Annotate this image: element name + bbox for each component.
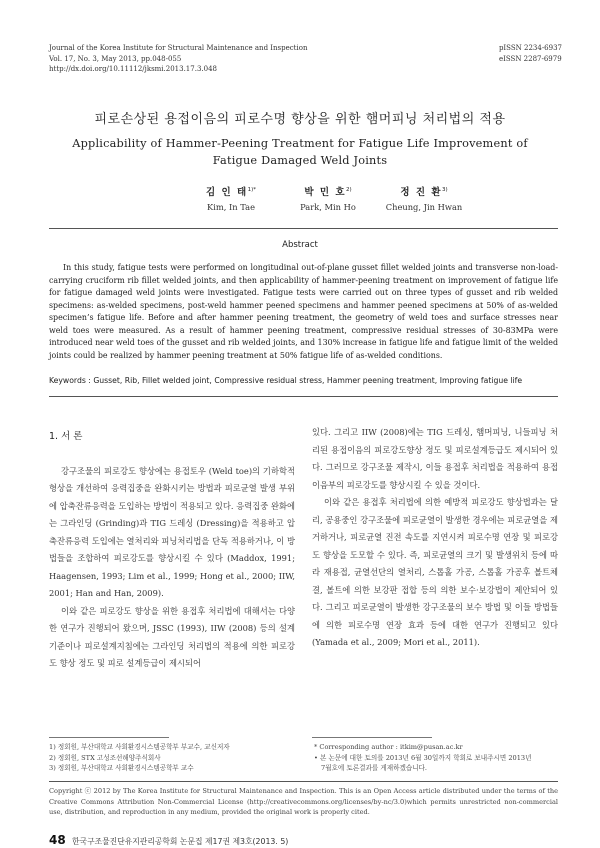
section-heading-introduction: 1. 서 론 (49, 431, 83, 442)
footnotes-affiliations (49, 742, 230, 774)
author-1-affil: 1)* (247, 186, 257, 193)
author-1-name-en: Kim, In Tae (207, 202, 255, 212)
footnote-rule-left (49, 737, 169, 738)
issn-block (499, 43, 562, 64)
paragraph: 있다. 그리고 IIW (2008)에는 TIG 드레싱, 햄머피닝, 니들피닝 처리된 용접이음의 피로강도향상 정도 및 피로설계등급도 제시되어 있다. 그러므로 강구조물 제작시, 이들 용접후 처리법을 적용하여 용접이음부의 피로강도를 향상시킬 수 있을 것이다. (312, 427, 558, 490)
author-2-affil: 2) (346, 186, 352, 193)
keywords: Keywords : Gusset, Rib, Fillet welded joint, Compressive residual stress, Hammer peening treatment, Improving fatigue life (49, 376, 523, 385)
pissn: pISSN 2234-6937 (498, 44, 562, 52)
author-2-name-ko: 박 민 호 (304, 187, 346, 198)
author-3-name-en: Cheung, Jin Hwan (385, 202, 463, 212)
abstract-heading: Abstract (282, 240, 318, 250)
footnote-rule-right (312, 737, 432, 738)
paragraph: 이와 같은 피로강도 향상을 위한 용접후 처리법에 대해서는 다양한 연구가 진행되어 왔으며, JSSC (1993), IIW (2008) 등의 설계기준이나 피로설계지침에는 그라인딩 처리법의 적용에 의한 피로강도 향상 정도 및 피로 설계등급이 제시되어 (49, 605, 295, 668)
footnote: 3) 정회원, 부산대학교 사회환경시스템공학부 교수 (49, 764, 194, 772)
discussion-note: • 본 논문에 대한 토의를 2013년 6월 30일까지 학회로 보내주시면 2013년 (314, 753, 532, 762)
footnotes-correspondence (314, 742, 532, 774)
author-2-name-en: Park, Min Ho (300, 202, 356, 212)
author-1 (176, 184, 286, 212)
discussion-note-cont: 7월호에 토론결과를 게재하겠습니다. (321, 764, 428, 772)
title-english: Applicability of Hammer-Peening Treatment for Fatigue Life Improvement of Fatigue Damaged Weld Joints (72, 137, 528, 167)
page-number: 48 (49, 833, 66, 847)
title-korean: 피로손상된 용접이음의 피로수명 향상을 위한 햄머피닝 처리법의 적용 (94, 112, 506, 127)
paragraph: 강구조물의 피로강도 향상에는 용접토우 (Weld toe)의 기하학적 형상을 개선하여 응력집중을 완화시키는 방법과 피로균열 발생 부위에 압축잔류응력을 도입하는 방법이 적용되고 있다. 응력집중 완화에는 그라인딩 (Grinding)과 TIG 드레싱 (Dressing)을 적용하고 압축잔류응력 도입에는 열처리와 피닝처리법을 단독 적용하거나, 이 방법들을 조합하여 피로강도를 향상시킬 수 있다 (Maddox, 1991; Haagensen, 1993; Lim et al., 1999; Hong et al., 2000; IIW, 2001; Han and Han, 2009). (49, 465, 295, 598)
abstract-bottom-rule (49, 396, 558, 397)
author-1-name-ko: 김 인 태 (205, 187, 248, 198)
abstract-body: In this study, fatigue tests were performed on longitudinal out-of-plane gusset fillet welded joints and transverse non-load-carrying cruciform rib fillet welded joints, and then applicability of hammer-peening treatment on improvement of fatigue life for fatigue damaged weld joints were investigated. Fatigue tests were carried out on three types of gusset and rib welded specimens: as-welded specimens, post-weld hammer peened specimens and hammer peened specimens at 50% of as-welded specimen’s fatigue life. Before and after hammer peening treatment, the geometry of weld toes and surface stresses near weld toes were measured. As a result of hammer peening treatment, compressive residual stresses of 30-83MPa were introduced near weld toes of the gusset and rib welded joints, and 130% increase in fatigue life and fatigue limit of the welded joints could be realized by hammer peening treatment at 50% fatigue life of as-welded conditions. (49, 263, 558, 360)
journal-header (49, 43, 307, 75)
left-column (49, 428, 295, 673)
paragraph: 이와 같은 용접후 처리법에 의한 예방적 피로강도 향상법과는 달리, 공용중인 강구조물에 피로균열이 발생한 경우에는 피로균열을 제거하거나, 피로균열 진전 속도를 지연시켜 피로수명 연장 및 피로강도 향상을 도모할 수 있다. 즉, 피로균열의 크기 및 발생위치 등에 따라 재용접, 균열선단의 열처리, 스톱홀 가공, 스톱홀 가공후 볼트체결, 볼트에 의한 보강판 접합 등의 의한 보수·보강법이 제안되어 있다. 그리고 피로균열이 발생한 강구조물의 보수 방법 및 이들 방법들에 의한 피로수명 연장 효과 등에 대한 연구가 진행되고 있다 (Yamada et al., 2009; Mori et al., 2011). (312, 497, 558, 647)
journal-name: Journal of the Korea Institute for Structural Maintenance and Inspection (49, 44, 308, 52)
author-3-affil: 3) (442, 186, 448, 193)
abstract-top-rule (49, 228, 558, 229)
footnote: 2) 정회원, STX 고성조선해양주식회사 (49, 753, 161, 762)
eissn: eISSN 2287-6979 (498, 54, 562, 63)
journal-volume: Vol. 17, No. 3, May 2013, pp.048-055 (49, 54, 182, 63)
right-column (312, 424, 558, 652)
footnote: 1) 정회원, 부산대학교 사회환경시스템공학부 부교수, 교신저자 (49, 743, 230, 751)
doi-link[interactable]: http://dx.doi.org/10.11112/jksmi.2013.17.3.048 (49, 65, 217, 73)
author-3-name-ko: 정 진 환 (400, 187, 442, 198)
author-3 (369, 184, 479, 212)
corresponding-author: * Corresponding author : itkim@pusan.ac.kr (314, 743, 463, 751)
copyright-rule (49, 781, 558, 782)
journal-footer: 한국구조물진단유지관리공학회 논문집 제17권 제3호(2013. 5) (72, 837, 289, 846)
author-2 (273, 184, 383, 212)
copyright-notice: Copyright ⓒ 2012 by The Korea Institute for Structural Maintenance and Inspection. This is an Open Access article distributed under the terms of the Creative Commons Attribution Non-Commercial License (http://creativecommons.org/licenses/by-nc/3.0)which permits unrestricted non-commercial use, distribution, and reproduction in any medium, provided the original work is properly cited. (49, 787, 558, 816)
